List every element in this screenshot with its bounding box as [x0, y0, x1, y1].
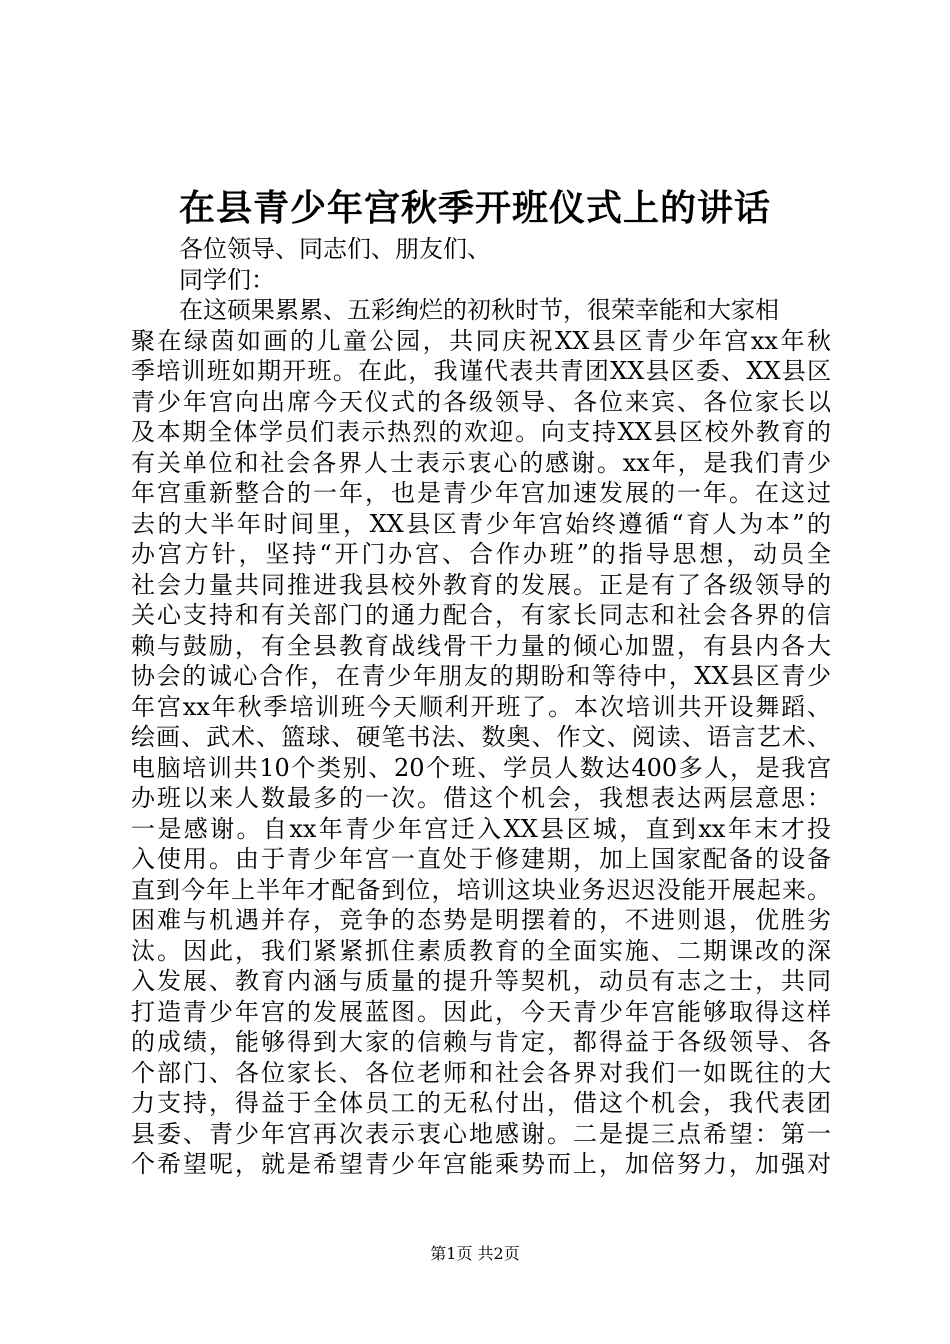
- paragraph-line: 困难与机遇并存，竞争的态势是明摆着的，不进则退，优胜劣: [131, 906, 831, 934]
- paragraph-line: 关心支持和有关部门的通力配合，有家长同志和社会各界的信: [131, 601, 831, 629]
- paragraph-line: 及本期全体学员们表示热烈的欢迎。向支持XX县区校外教育的: [131, 418, 831, 446]
- paragraph-line: 社会力量共同推进我县校外教育的发展。正是有了各级领导的: [131, 570, 831, 599]
- paragraph-line: 聚在绿茵如画的儿童公园，共同庆祝XX县区青少年宫xx年秋: [131, 326, 831, 355]
- paragraph-line: 协会的诚心合作，在青少年朋友的期盼和等待中，XX县区青少: [131, 662, 831, 690]
- paragraph-line: 在这硕果累累、五彩绚烂的初秋时节，很荣幸能和大家相: [179, 296, 779, 324]
- paragraph-line: 青少年宫向出席今天仪式的各级领导、各位来宾、各位家长以: [131, 387, 831, 416]
- document-title: 在县青少年宫秋季开班仪式上的讲话: [178, 187, 771, 229]
- document-body: [131, 234, 831, 1180]
- paragraph-line: 打造青少年宫的发展蓝图。因此，今天青少年宫能够取得这样: [131, 997, 831, 1026]
- paragraph-line: 去的大半年时间里，XX县区青少年宫始终遵循“育人为本”的: [131, 509, 831, 538]
- salutation-line: 同学们：: [179, 265, 275, 294]
- paragraph-line: 力支持，得益于全体员工的无私付出，借这个机会，我代表团: [131, 1089, 831, 1117]
- paragraph-line: 入使用。由于青少年宫一直处于修建期，加上国家配备的设备: [131, 845, 831, 873]
- paragraph-line: 电脑培训共10个类别、20个班、学员人数达400多人，是我宫: [131, 753, 831, 782]
- paragraph-line: 绘画、武术、篮球、硬笔书法、数奥、作文、阅读、语言艺术、: [131, 723, 831, 751]
- paragraph-line: 直到今年上半年才配备到位，培训这块业务迟迟没能开展起来。: [131, 875, 831, 904]
- paragraph-line: 办班以来人数最多的一次。借这个机会，我想表达两层意思：: [131, 784, 831, 812]
- paragraph-line: 办宫方针，坚持“开门办宫、合作办班”的指导思想，动员全: [131, 540, 831, 568]
- paragraph-line: 个部门、各位家长、各位老师和社会各界对我们一如既往的大: [131, 1058, 831, 1087]
- paragraph-line: 入发展、教育内涵与质量的提升等契机，动员有志之士，共同: [131, 967, 831, 995]
- page-number-footer: 第1页 共2页: [430, 1244, 520, 1263]
- paragraph-line: 的成绩，能够得到大家的信赖与肯定，都得益于各级领导、各: [131, 1028, 831, 1056]
- paragraph-line: 有关单位和社会各界人士表示衷心的感谢。xx年，是我们青少: [131, 448, 831, 477]
- paragraph-line: 一是感谢。自xx年青少年宫迁入XX县区城，直到xx年末才投: [131, 814, 831, 843]
- paragraph-line: 年宫xx年秋季培训班今天顺利开班了。本次培训共开设舞蹈、: [131, 692, 831, 721]
- paragraph-line: 汰。因此，我们紧紧抓住素质教育的全面实施、二期课改的深: [131, 936, 831, 965]
- paragraph-line: 县委、青少年宫再次表示衷心地感谢。二是提三点希望：第一: [131, 1119, 831, 1148]
- paragraph-line: 赖与鼓励，有全县教育战线骨干力量的倾心加盟，有县内各大: [131, 631, 831, 660]
- paragraph-line: 季培训班如期开班。在此，我谨代表共青团XX县区委、XX县区: [131, 357, 831, 385]
- salutation-line: 各位领导、同志们、朋友们、: [179, 235, 491, 263]
- paragraph-line: 年宫重新整合的一年，也是青少年宫加速发展的一年。在这过: [131, 479, 831, 507]
- paragraph-line: 个希望呢，就是希望青少年宫能乘势而上，加倍努力，加强对: [131, 1150, 831, 1178]
